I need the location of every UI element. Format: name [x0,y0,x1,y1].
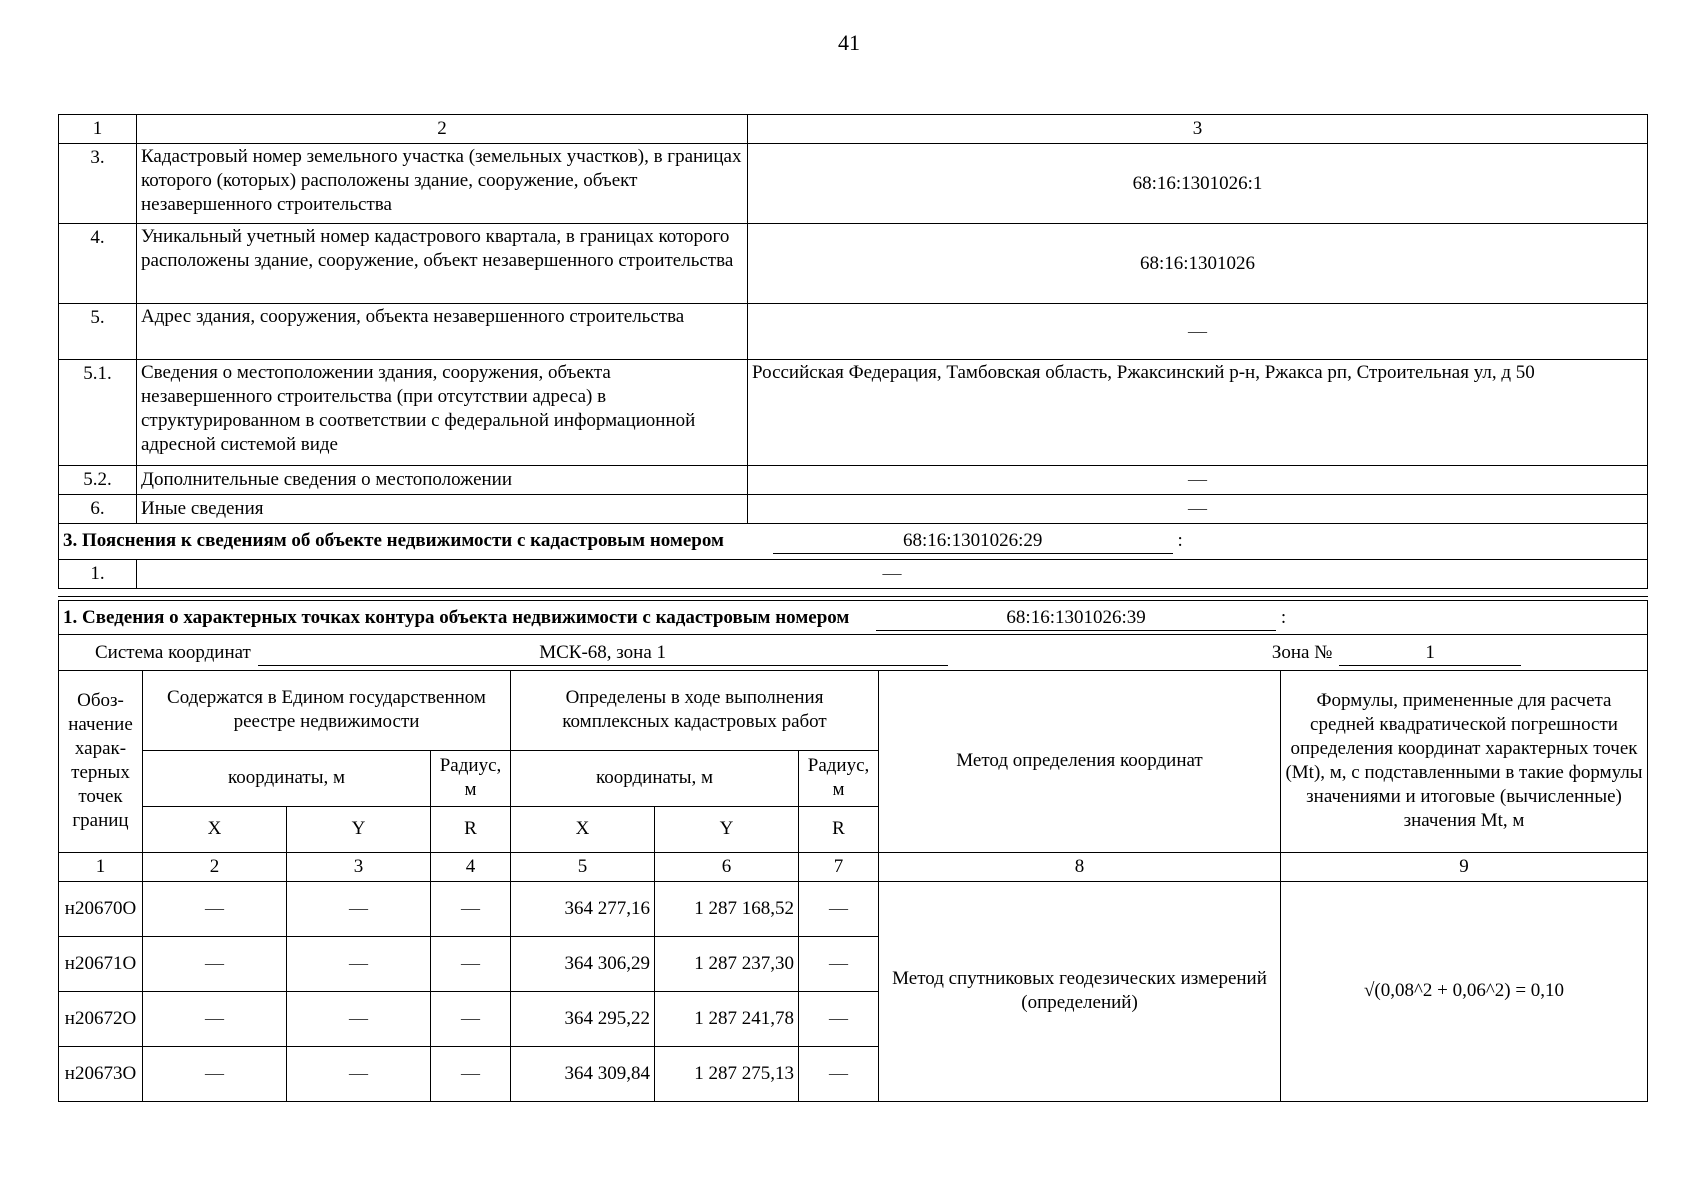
coords-header: координаты, м [143,750,431,806]
coord-system-value: МСК-68, зона 1 [258,641,948,666]
section1-colon: : [1280,606,1287,628]
object-info-block [58,114,1648,589]
column-number: 8 [879,852,1281,881]
egrn-x: — [143,936,287,991]
row-label: Уникальный учетный номер кадастрового квартала, в границах которого расположены здание, сооружение, объект незавершенного строительства [137,224,748,304]
column-number: 1 [59,852,143,881]
column-number: 1 [59,115,137,144]
row-number: 3. [59,144,137,224]
zone-label: Зона № [1271,641,1333,663]
section3-title: 3. Пояснения к сведениям об объекте недвижимости с кадастровым номером [63,530,724,551]
points-header-table [58,600,1648,671]
egrn-r: — [431,881,511,936]
ccw-r: — [799,936,879,991]
table-row [59,144,1648,224]
header-row [59,670,1648,750]
table-row [59,881,1648,936]
egrn-r: — [431,991,511,1046]
egrn-header: Содержатся в Едином государственном реестре недвижимости [143,670,511,750]
ccw-r: — [799,991,879,1046]
row-value: — [748,466,1648,495]
row-label: Иные сведения [137,495,748,524]
table-row [59,495,1648,524]
column-number: 4 [431,852,511,881]
column-number: 3 [287,852,431,881]
ccw-header: Определены в ходе выполнения комплексных кадастровых работ [511,670,879,750]
page-number: 41 [838,30,860,55]
row-value: — [748,495,1648,524]
egrn-y: — [287,991,431,1046]
egrn-y: — [287,1046,431,1101]
section-title [59,523,1648,559]
point-id: н20670О [59,881,143,936]
section-title-row [59,601,1648,635]
object-info-table [58,114,1648,524]
egrn-y: — [287,936,431,991]
row-number: 5.2. [59,466,137,495]
egrn-r: — [431,936,511,991]
ccw-x: 364 277,16 [511,881,655,936]
row-label: Кадастровый номер земельного участка (земельных участков), в границах которого (которых) расположены здание, сооружение, объект незавершенного строительства [137,144,748,224]
section-title-row [59,523,1648,559]
section1-cadastral-number: 68:16:1301026:39 [876,606,1276,631]
section-title [59,601,1648,635]
table-row [59,559,1648,588]
coords-header: координаты, м [511,750,799,806]
r-header: R [799,806,879,852]
egrn-x: — [143,881,287,936]
explanations-table [58,523,1648,589]
section3-colon: : [1177,530,1183,551]
coord-system-cell [59,635,1648,671]
ccw-r: — [799,1046,879,1101]
ccw-r: — [799,881,879,936]
point-id: н20671О [59,936,143,991]
row-value: — [137,559,1648,588]
column-number-row [59,115,1648,144]
r-header: R [431,806,511,852]
table-row [59,304,1648,360]
row-value: Российская Федерация, Тамбовская область, Ржаксинский р-н, Ржакса рп, Строительная ул, д 50 [748,360,1648,466]
column-number: 7 [799,852,879,881]
row-value: 68:16:1301026:1 [748,144,1648,224]
column-number-row [59,852,1648,881]
ccw-y: 1 287 237,30 [655,936,799,991]
row-value: — [748,304,1648,360]
column-number: 3 [748,115,1648,144]
formula-header: Формулы, примененные для расчета средней квадратической погрешности определения координат характерных точек (Mt), м, с подставленными в такие формулы значениями и итоговые (вычисленные) значения Mt, м [1281,670,1648,852]
egrn-x: — [143,1046,287,1101]
row-number: 5.1. [59,360,137,466]
ccw-y: 1 287 241,78 [655,991,799,1046]
radius-header: Радиус, м [431,750,511,806]
radius-header: Радиус, м [799,750,879,806]
y-header: Y [287,806,431,852]
point-id: н20672О [59,991,143,1046]
section3-cadastral-number: 68:16:1301026:29 [773,529,1173,554]
y-header: Y [655,806,799,852]
table-row [59,360,1648,466]
ccw-y: 1 287 275,13 [655,1046,799,1101]
row-number: 4. [59,224,137,304]
x-header: X [511,806,655,852]
row-number: 6. [59,495,137,524]
row-label: Дополнительные сведения о местоположении [137,466,748,495]
column-number: 9 [1281,852,1648,881]
method-header: Метод определения координат [879,670,1281,852]
column-number: 2 [137,115,748,144]
column-number: 2 [143,852,287,881]
ccw-y: 1 287 168,52 [655,881,799,936]
points-block [58,596,1648,1102]
row-number: 1. [59,559,137,588]
coord-system-row [59,635,1648,671]
ccw-x: 364 309,84 [511,1046,655,1101]
zone-value: 1 [1339,641,1521,666]
section1-title: 1. Сведения о характерных точках контура объекта недвижимости с кадастровым номером [63,606,850,628]
method-value: Метод спутниковых геодезических измерений (определений) [879,881,1281,1101]
designation-header: Обоз-начение харак-терных точек границ [59,670,143,852]
row-number: 5. [59,304,137,360]
column-number: 6 [655,852,799,881]
formula-value: √(0,08^2 + 0,06^2) = 0,10 [1281,881,1648,1101]
row-label: Адрес здания, сооружения, объекта незавершенного строительства [137,304,748,360]
egrn-r: — [431,1046,511,1101]
ccw-x: 364 306,29 [511,936,655,991]
coord-system-label: Система координат [95,641,251,663]
egrn-x: — [143,991,287,1046]
table-row [59,466,1648,495]
table-row [59,224,1648,304]
point-id: н20673О [59,1046,143,1101]
points-table [58,670,1648,1102]
column-number: 5 [511,852,655,881]
row-label: Сведения о местоположении здания, сооружения, объекта незавершенного строительства (при отсутствии адреса) в структурированном в соответствии с федеральной информационной адресной системой виде [137,360,748,466]
x-header: X [143,806,287,852]
row-value: 68:16:1301026 [748,224,1648,304]
ccw-x: 364 295,22 [511,991,655,1046]
egrn-y: — [287,881,431,936]
